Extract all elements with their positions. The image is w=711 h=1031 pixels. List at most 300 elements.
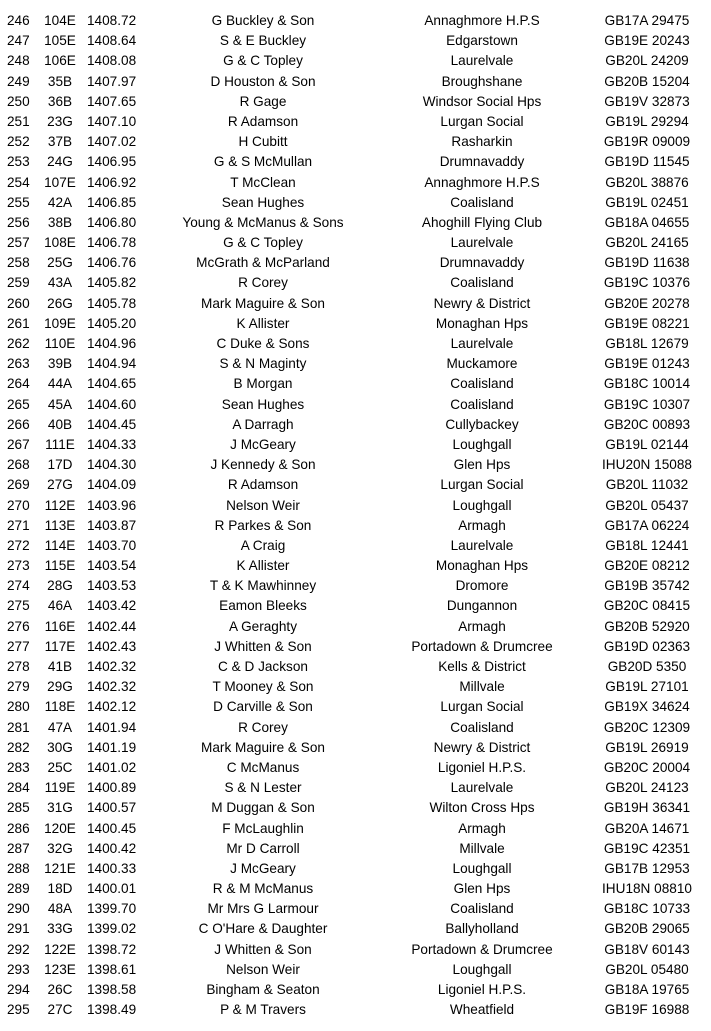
club-name-cell: Millvale (459, 679, 505, 695)
velocity-cell: 1406.80 (87, 214, 137, 230)
position-cell: 269 (7, 477, 30, 493)
ring-number-cell: GB20C 12309 (603, 719, 691, 735)
ring-number-cell: GB18V 60143 (604, 941, 690, 957)
ring-number-cell: GB20E 08212 (604, 558, 690, 574)
ring-number-cell: GB19D 11545 (604, 154, 690, 170)
velocity-cell: 1400.42 (87, 840, 137, 856)
position-cell: 294 (7, 982, 30, 997)
velocity-cell: 1404.45 (87, 416, 137, 432)
table-row (0, 1000, 711, 1020)
table-row (0, 980, 711, 1000)
entry-code-cell: 44A (47, 376, 73, 392)
entry-code-cell: 109E (44, 315, 76, 331)
club-name-cell: Annaghmore H.P.S (424, 174, 540, 190)
club-name-cell: Ligoniel H.P.S. (437, 759, 527, 775)
velocity-cell: 1407.10 (87, 113, 137, 129)
velocity-cell: 1404.60 (87, 396, 137, 412)
club-name-cell: Dromore (455, 578, 509, 594)
velocity-cell: 1403.42 (87, 598, 137, 614)
table-row (0, 112, 711, 132)
velocity-cell: 1400.89 (87, 780, 137, 796)
velocity-cell: 1401.02 (87, 759, 137, 775)
fancier-name-cell: R Gage (239, 93, 287, 109)
position-cell: 259 (7, 275, 30, 291)
entry-code-cell: 18D (47, 881, 73, 897)
velocity-cell: 1407.65 (87, 93, 137, 109)
entry-code-cell: 115E (44, 558, 76, 574)
position-cell: 266 (7, 416, 30, 432)
ring-number-cell: IHU20N 15088 (602, 457, 692, 473)
club-name-cell: Newry & District (433, 295, 531, 311)
entry-code-cell: 107E (44, 174, 76, 190)
club-name-cell: Lurgan Social (440, 699, 524, 715)
entry-code-cell: 106E (44, 53, 76, 69)
table-row (0, 51, 711, 71)
table-row (0, 839, 711, 859)
ring-number-cell: GB20A 14671 (604, 820, 690, 836)
velocity-cell: 1402.32 (87, 679, 137, 695)
position-cell: 247 (7, 33, 30, 49)
fancier-name-cell: G & S McMullan (213, 154, 313, 170)
ring-number-cell: GB19E 08221 (604, 315, 690, 331)
entry-code-cell: 117E (44, 638, 76, 654)
entry-code-cell: 43A (47, 275, 73, 291)
fancier-name-cell: A Geraghty (228, 618, 297, 634)
fancier-name-cell: T & K Mawhinney (209, 578, 317, 594)
fancier-name-cell: Sean Hughes (221, 396, 305, 412)
entry-code-cell: 104E (44, 13, 76, 28)
entry-code-cell: 47A (47, 719, 73, 735)
club-name-cell: Glen Hps (453, 457, 511, 473)
table-row (0, 31, 711, 51)
table-row (0, 132, 711, 152)
position-cell: 285 (7, 800, 30, 816)
table-row (0, 697, 711, 717)
table-row (0, 919, 711, 939)
entry-code-cell: 118E (44, 699, 76, 715)
club-name-cell: Drumnavaddy (439, 154, 525, 170)
club-name-cell: Coalisland (450, 194, 514, 210)
ring-number-cell: GB18L 12441 (605, 537, 689, 553)
fancier-name-cell: Mr D Carroll (226, 840, 300, 856)
fancier-name-cell: B Morgan (233, 376, 293, 392)
velocity-cell: 1398.58 (87, 982, 137, 997)
position-cell: 282 (7, 739, 30, 755)
entry-code-cell: 111E (45, 436, 75, 452)
table-row (0, 233, 711, 253)
ring-number-cell: GB19L 02451 (605, 194, 689, 210)
position-cell: 249 (7, 73, 30, 89)
ring-number-cell: GB19L 02144 (605, 436, 689, 452)
velocity-cell: 1408.72 (87, 13, 137, 28)
fancier-name-cell: G & C Topley (223, 53, 303, 69)
ring-number-cell: GB20B 52920 (604, 618, 690, 634)
fancier-name-cell: Nelson Weir (226, 497, 300, 513)
position-cell: 263 (7, 356, 30, 372)
ring-number-cell: GB17B 12953 (604, 860, 690, 876)
velocity-cell: 1401.94 (87, 719, 137, 735)
table-row (0, 556, 711, 576)
ring-number-cell: GB19L 27101 (605, 679, 689, 695)
fancier-name-cell: M Duggan & Son (211, 800, 315, 816)
fancier-name-cell: A Craig (240, 537, 286, 553)
ring-number-cell: GB18A 19765 (604, 982, 690, 997)
table-row (0, 758, 711, 778)
fancier-name-cell: Nelson Weir (226, 961, 300, 977)
table-row (0, 193, 711, 213)
position-cell: 261 (7, 315, 30, 331)
position-cell: 272 (7, 537, 30, 553)
position-cell: 257 (7, 235, 30, 251)
velocity-cell: 1405.20 (87, 315, 137, 331)
table-row (0, 496, 711, 516)
velocity-cell: 1402.32 (87, 659, 137, 674)
position-cell: 293 (7, 961, 30, 977)
ring-number-cell: GB20C 00893 (603, 416, 691, 432)
fancier-name-cell: Mark Maguire & Son (201, 295, 325, 311)
club-name-cell: Annaghmore H.P.S (424, 13, 540, 28)
ring-number-cell: GB18C 10733 (603, 901, 691, 917)
ring-number-cell: GB20D 5350 (607, 659, 687, 674)
table-row (0, 11, 711, 31)
entry-code-cell: 116E (44, 618, 76, 634)
club-name-cell: Armagh (458, 618, 506, 634)
ring-number-cell: GB20B 29065 (604, 921, 690, 937)
ring-number-cell: GB20L 11032 (605, 477, 689, 493)
club-name-cell: Portadown & Drumcree (411, 941, 553, 957)
entry-code-cell: 112E (44, 497, 76, 513)
fancier-name-cell: P & M Travers (220, 1002, 306, 1018)
entry-code-cell: 24G (47, 154, 73, 170)
entry-code-cell: 25C (47, 759, 73, 775)
fancier-name-cell: R Corey (238, 275, 288, 291)
ring-number-cell: GB20C 08415 (603, 598, 691, 614)
club-name-cell: Coalisland (450, 396, 514, 412)
entry-code-cell: 36B (47, 93, 73, 109)
fancier-name-cell: A Darragh (232, 416, 294, 432)
entry-code-cell: 37B (47, 134, 73, 150)
entry-code-cell: 42A (47, 194, 73, 210)
ring-number-cell: GB18A 04655 (604, 214, 690, 230)
table-row (0, 677, 711, 697)
velocity-cell: 1408.64 (87, 33, 137, 49)
fancier-name-cell: G Buckley & Son (211, 13, 315, 28)
table-row (0, 253, 711, 273)
entry-code-cell: 41B (47, 659, 73, 674)
table-row (0, 596, 711, 616)
club-name-cell: Kells & District (438, 659, 526, 674)
entry-code-cell: 30G (47, 739, 73, 755)
table-row (0, 819, 711, 839)
table-row (0, 576, 711, 596)
club-name-cell: Laurelvale (450, 235, 514, 251)
club-name-cell: Portadown & Drumcree (411, 638, 553, 654)
entry-code-cell: 33G (47, 921, 73, 937)
table-row (0, 334, 711, 354)
table-row (0, 475, 711, 495)
ring-number-cell: GB19C 10307 (603, 396, 691, 412)
position-cell: 288 (7, 860, 30, 876)
velocity-cell: 1405.82 (87, 275, 137, 291)
table-row (0, 273, 711, 293)
entry-code-cell: 39B (47, 356, 73, 372)
club-name-cell: Rasharkin (451, 134, 513, 150)
table-row (0, 657, 711, 677)
entry-code-cell: 27C (47, 1002, 73, 1018)
entry-code-cell: 28G (47, 578, 73, 594)
entry-code-cell: 122E (44, 941, 76, 957)
table-row (0, 516, 711, 536)
velocity-cell: 1398.72 (87, 941, 137, 957)
entry-code-cell: 48A (47, 901, 73, 917)
position-cell: 262 (7, 336, 30, 351)
table-row (0, 72, 711, 92)
club-name-cell: Lurgan Social (440, 113, 524, 129)
table-row (0, 455, 711, 475)
table-row (0, 859, 711, 879)
position-cell: 270 (7, 497, 30, 513)
velocity-cell: 1408.08 (87, 53, 137, 69)
club-name-cell: Muckamore (446, 356, 518, 372)
velocity-cell: 1404.33 (87, 436, 137, 452)
ring-number-cell: GB19B 35742 (604, 578, 690, 594)
entry-code-cell: 120E (44, 820, 76, 836)
position-cell: 268 (7, 457, 30, 473)
table-row (0, 294, 711, 314)
entry-code-cell: 45A (47, 396, 73, 412)
entry-code-cell: 121E (44, 860, 76, 876)
ring-number-cell: GB20L 05437 (605, 497, 689, 513)
club-name-cell: Coalisland (450, 275, 514, 291)
fancier-name-cell: Mr Mrs G Larmour (207, 901, 319, 917)
table-row (0, 637, 711, 657)
position-cell: 258 (7, 255, 30, 271)
ring-number-cell: GB19L 26919 (605, 739, 689, 755)
fancier-name-cell: D Carville & Son (213, 699, 313, 715)
club-name-cell: Armagh (458, 517, 506, 533)
fancier-name-cell: D Houston & Son (210, 73, 316, 89)
velocity-cell: 1406.85 (87, 194, 137, 210)
position-cell: 256 (7, 214, 30, 230)
position-cell: 265 (7, 396, 30, 412)
position-cell: 277 (7, 638, 30, 654)
entry-code-cell: 23G (47, 113, 73, 129)
club-name-cell: Laurelvale (450, 336, 514, 351)
position-cell: 253 (7, 154, 30, 170)
position-cell: 271 (7, 517, 30, 533)
ring-number-cell: GB20E 20278 (604, 295, 690, 311)
club-name-cell: Monaghan Hps (435, 558, 529, 574)
position-cell: 290 (7, 901, 30, 917)
entry-code-cell: 31G (47, 800, 73, 816)
fancier-name-cell: R Parkes & Son (214, 517, 312, 533)
club-name-cell: Lurgan Social (440, 477, 524, 493)
table-row (0, 738, 711, 758)
entry-code-cell: 113E (44, 517, 76, 533)
velocity-cell: 1400.45 (87, 820, 137, 836)
position-cell: 267 (7, 436, 30, 452)
velocity-cell: 1406.92 (87, 174, 137, 190)
position-cell: 291 (7, 921, 30, 937)
entry-code-cell: 29G (47, 679, 73, 695)
entry-code-cell: 38B (47, 214, 73, 230)
velocity-cell: 1399.70 (87, 901, 137, 917)
position-cell: 278 (7, 659, 30, 674)
club-name-cell: Windsor Social Hps (422, 93, 542, 109)
club-name-cell: Coalisland (450, 376, 514, 392)
ring-number-cell: GB18C 10014 (603, 376, 691, 392)
ring-number-cell: GB20B 15204 (604, 73, 690, 89)
velocity-cell: 1404.09 (87, 477, 137, 493)
position-cell: 251 (7, 113, 30, 129)
ring-number-cell: GB19X 34624 (604, 699, 690, 715)
ring-number-cell: GB19C 42351 (603, 840, 691, 856)
club-name-cell: Wilton Cross Hps (429, 800, 535, 816)
entry-code-cell: 108E (44, 235, 76, 251)
velocity-cell: 1407.02 (87, 134, 137, 150)
entry-code-cell: 35B (47, 73, 73, 89)
fancier-name-cell: S & N Maginty (219, 356, 307, 372)
table-row (0, 152, 711, 172)
velocity-cell: 1402.12 (87, 699, 137, 715)
entry-code-cell: 25G (47, 255, 73, 271)
entry-code-cell: 27G (47, 477, 73, 493)
velocity-cell: 1404.30 (87, 457, 137, 473)
club-name-cell: Coalisland (450, 719, 514, 735)
velocity-cell: 1403.53 (87, 578, 137, 594)
position-cell: 250 (7, 93, 30, 109)
ring-number-cell: GB19R 09009 (603, 134, 691, 150)
entry-code-cell: 26C (47, 982, 73, 997)
club-name-cell: Loughgall (452, 961, 512, 977)
table-row (0, 899, 711, 919)
ring-number-cell: GB19D 02363 (603, 638, 691, 654)
fancier-name-cell: C Duke & Sons (216, 336, 310, 351)
ring-number-cell: GB20L 24209 (605, 53, 689, 69)
entry-code-cell: 40B (47, 416, 73, 432)
position-cell: 284 (7, 780, 30, 796)
table-row (0, 879, 711, 899)
entry-code-cell: 105E (44, 33, 76, 49)
fancier-name-cell: S & E Buckley (219, 33, 307, 49)
position-cell: 275 (7, 598, 30, 614)
table-row (0, 92, 711, 112)
ring-number-cell: GB19F 16988 (604, 1002, 690, 1018)
table-row (0, 173, 711, 193)
position-cell: 246 (7, 13, 30, 28)
velocity-cell: 1400.57 (87, 800, 137, 816)
fancier-name-cell: R Corey (238, 719, 288, 735)
table-row (0, 798, 711, 818)
velocity-cell: 1403.87 (87, 517, 137, 533)
table-row (0, 778, 711, 798)
position-cell: 255 (7, 194, 30, 210)
velocity-cell: 1400.33 (87, 860, 137, 876)
velocity-cell: 1401.19 (87, 739, 137, 755)
fancier-name-cell: J McGeary (230, 436, 296, 452)
club-name-cell: Wheatfield (449, 1002, 515, 1018)
velocity-cell: 1398.49 (87, 1002, 137, 1018)
entry-code-cell: 17D (47, 457, 73, 473)
club-name-cell: Coalisland (450, 901, 514, 917)
fancier-name-cell: Mark Maguire & Son (201, 739, 325, 755)
ring-number-cell: GB20L 24123 (605, 780, 689, 796)
table-row (0, 718, 711, 738)
club-name-cell: Drumnavaddy (439, 255, 525, 271)
ring-number-cell: GB19D 11638 (604, 255, 690, 271)
fancier-name-cell: Eamon Bleeks (219, 598, 307, 614)
position-cell: 287 (7, 840, 30, 856)
velocity-cell: 1403.70 (87, 537, 137, 553)
club-name-cell: Glen Hps (453, 881, 511, 897)
ring-number-cell: GB19L 29294 (605, 113, 689, 129)
ring-number-cell: IHU18N 08810 (602, 881, 692, 897)
velocity-cell: 1407.97 (87, 73, 137, 89)
fancier-name-cell: K Allister (236, 315, 290, 331)
table-row (0, 314, 711, 334)
club-name-cell: Laurelvale (450, 537, 514, 553)
fancier-name-cell: J Kennedy & Son (210, 457, 316, 473)
velocity-cell: 1404.94 (87, 356, 137, 372)
fancier-name-cell: J McGeary (230, 860, 296, 876)
ring-number-cell: GB17A 06224 (604, 517, 690, 533)
ring-number-cell: GB19H 36341 (603, 800, 691, 816)
fancier-name-cell: McGrath & McParland (196, 255, 330, 271)
velocity-cell: 1402.43 (87, 638, 137, 654)
club-name-cell: Millvale (459, 840, 505, 856)
fancier-name-cell: T McClean (230, 174, 296, 190)
velocity-cell: 1406.95 (87, 154, 137, 170)
fancier-name-cell: Bingham & Seaton (206, 982, 320, 997)
ring-number-cell: GB20L 05480 (605, 961, 689, 977)
entry-code-cell: 110E (44, 336, 76, 351)
ring-number-cell: GB19E 20243 (604, 33, 690, 49)
fancier-name-cell: G & C Topley (223, 235, 303, 251)
entry-code-cell: 119E (44, 780, 76, 796)
position-cell: 260 (7, 295, 30, 311)
table-row (0, 536, 711, 556)
ring-number-cell: GB19V 32873 (604, 93, 690, 109)
position-cell: 276 (7, 618, 30, 634)
position-cell: 292 (7, 941, 30, 957)
fancier-name-cell: H Cubitt (238, 134, 288, 150)
ring-number-cell: GB20L 38876 (605, 174, 689, 190)
velocity-cell: 1403.54 (87, 558, 137, 574)
velocity-cell: 1406.78 (87, 235, 137, 251)
fancier-name-cell: T Mooney & Son (212, 679, 314, 695)
club-name-cell: Monaghan Hps (435, 315, 529, 331)
position-cell: 289 (7, 881, 30, 897)
velocity-cell: 1399.02 (87, 921, 137, 937)
club-name-cell: Laurelvale (450, 53, 514, 69)
position-cell: 264 (7, 376, 30, 392)
position-cell: 254 (7, 174, 30, 190)
velocity-cell: 1400.01 (87, 881, 137, 897)
velocity-cell: 1403.96 (87, 497, 137, 513)
club-name-cell: Armagh (458, 820, 506, 836)
entry-code-cell: 114E (44, 537, 76, 553)
club-name-cell: Broughshane (441, 73, 523, 89)
ring-number-cell: GB17A 29475 (604, 13, 690, 28)
table-row (0, 374, 711, 394)
velocity-cell: 1405.78 (87, 295, 137, 311)
fancier-name-cell: C O'Hare & Daughter (198, 921, 328, 937)
fancier-name-cell: F McLaughlin (222, 820, 304, 836)
club-name-cell: Laurelvale (450, 780, 514, 796)
fancier-name-cell: J Whitten & Son (214, 941, 312, 957)
fancier-name-cell: Sean Hughes (221, 194, 305, 210)
fancier-name-cell: S & N Lester (224, 780, 302, 796)
